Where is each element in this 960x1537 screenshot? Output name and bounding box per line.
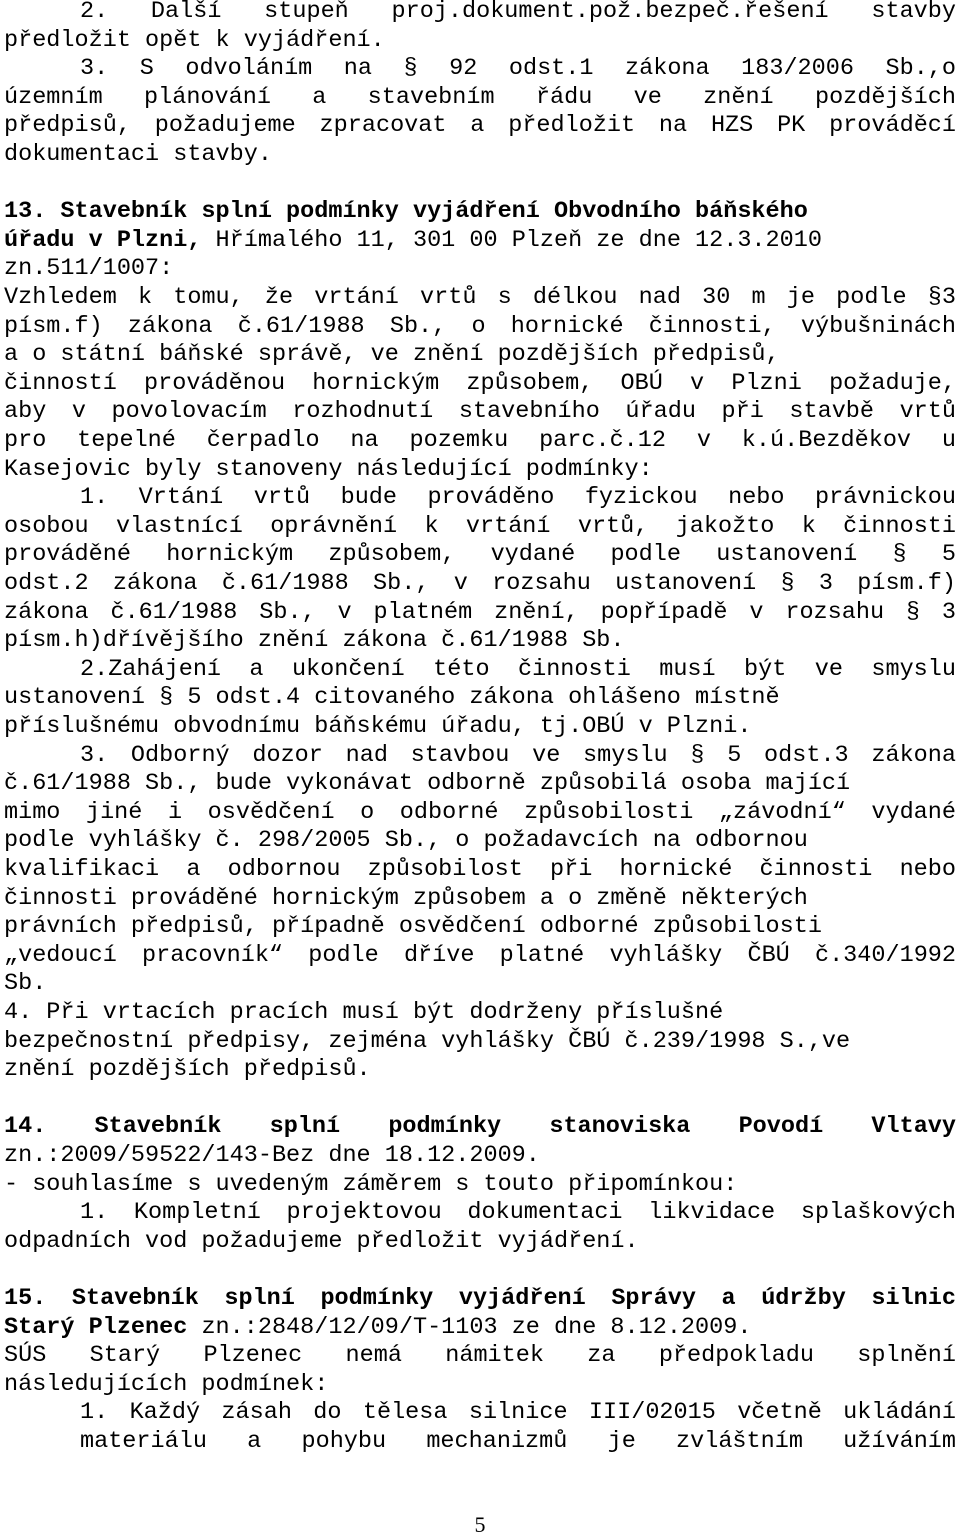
bold-text-segment: Starý Plzenec: [4, 1313, 188, 1341]
text-line: [4, 855, 956, 884]
text-segment: zákona č.61/1988 Sb., v platném znění, popřípadě v rozsahu § 3: [4, 598, 956, 626]
bold-text-segment: 14. Stavebník splní podmínky stanoviska Povodí Vltavy: [4, 1113, 956, 1141]
text-line: [4, 340, 780, 369]
text-segment: dokumentaci stavby.: [4, 141, 272, 168]
text-line: [4, 1398, 956, 1427]
text-line: [4, 369, 956, 398]
text-line: [4, 912, 822, 941]
text-line: [4, 0, 956, 26]
text-line: [4, 483, 956, 512]
text-segment: zn.:2848/12/09/T-1103 ze dne 8.12.2009.: [187, 1313, 752, 1341]
text-segment: 1. Každý zásah do tělesa silnice III/02015 včetně ukládání: [80, 1399, 956, 1427]
text-segment: územním plánování a stavebním řádu ve znění pozdějších: [4, 83, 956, 111]
text-segment: zn.511/1007:: [4, 255, 174, 283]
text-line: [4, 226, 822, 255]
text-line: [4, 941, 956, 970]
text-line: [4, 998, 723, 1027]
text-line: [4, 197, 808, 226]
text-segment: „vedoucí pracovník“ podle dříve platné vyhlášky ČBÚ č.340/1992: [4, 941, 956, 969]
text-line: [4, 769, 850, 798]
text-line: [4, 969, 46, 998]
text-segment: činnosti prováděné hornickým způsobem a o změně některých: [4, 884, 808, 912]
text-line: [4, 1170, 737, 1199]
text-segment: kvalifikaci a odbornou způsobilost při hornické činnosti nebo: [4, 856, 956, 883]
bold-text-segment: 15. Stavebník splní podmínky vyjádření Správy a údržby silnic: [4, 1285, 956, 1312]
text-line: [4, 1227, 639, 1256]
text-segment: 1. Kompletní projektovou dokumentaci likvidace splaškových: [80, 1199, 956, 1227]
text-segment: znění pozdějších předpisů.: [4, 1056, 371, 1084]
text-line: [4, 741, 956, 770]
text-line: [4, 312, 956, 341]
text-segment: Vzhledem k tomu, že vrtání vrtů s délkou nad 30 m je podle §3: [4, 284, 956, 311]
text-segment: zn.:2009/59522/143-Bez dne 18.12.2009.: [4, 1142, 540, 1169]
text-line: [4, 683, 780, 712]
text-segment: aby v povolovacím rozhodnutí stavebního úřadu při stavbě vrtů: [4, 398, 956, 426]
text-segment: 4. Při vrtacích pracích musí být dodrženy příslušné: [4, 999, 724, 1026]
text-segment: bezpečnostní předpisy, zejména vyhlášky ČBÚ č.239/1998 S.,ve: [4, 1027, 851, 1055]
bold-text-segment: úřadu v Plzni,: [4, 226, 202, 254]
text-segment: a o státní báňské správě, ve znění pozdějších předpisů,: [4, 341, 780, 369]
text-line: [4, 1055, 371, 1084]
text-line: [4, 1284, 956, 1313]
text-line: [4, 798, 956, 827]
text-line: [4, 540, 956, 569]
text-line: [4, 1027, 850, 1056]
text-segment: odst.2 zákona č.61/1988 Sb., v rozsahu ustanovení § 3 písm.f): [4, 570, 956, 597]
text-segment: právních předpisů, případně osvědčení odborné způsobilosti: [4, 913, 822, 941]
text-line: [4, 1370, 328, 1399]
text-segment: písm.f) zákona č.61/1988 Sb., o hornické činnosti, výbušninách: [4, 312, 956, 340]
text-segment: pro tepelné čerpadlo na pozemku parc.č.12 v k.ú.Bezděkov u: [4, 427, 956, 454]
text-segment: Hřímalého 11, 301 00 Plzeň ze dne 12.3.2010: [201, 226, 822, 254]
text-line: [4, 712, 751, 741]
text-segment: č.61/1988 Sb., bude vykonávat odborně způsobilá osoba mající: [4, 770, 851, 798]
text-segment: 3. S odvoláním na § 92 odst.1 zákona 183/2006 Sb.,o: [80, 55, 956, 83]
text-line: [4, 655, 956, 684]
text-line: [4, 626, 625, 655]
text-line: [4, 83, 956, 112]
text-line: [4, 1198, 956, 1227]
text-segment: osobou vlastnící oprávnění k vrtání vrtů, jakožto k činnosti: [4, 512, 956, 540]
text-line: [4, 884, 808, 913]
text-segment: mimo jiné i osvědčení o odborné způsobilosti „závodní“ vydané: [4, 798, 956, 826]
text-segment: Kasejovic byly stanoveny následující podmínky:: [4, 455, 653, 483]
text-line: [4, 455, 653, 484]
text-line: [4, 140, 272, 169]
text-segment: - souhlasíme s uvedeným záměrem s touto připomínkou:: [4, 1170, 738, 1198]
text-segment: ustanovení § 5 odst.4 citovaného zákona ohlášeno místně: [4, 684, 780, 712]
text-segment: materiálu a pohybu mechanizmů je zvláštním užíváním: [80, 1428, 956, 1455]
text-segment: podle vyhlášky č. 298/2005 Sb., o požadavcích na odbornou: [4, 827, 808, 855]
text-line: [4, 1341, 956, 1370]
text-line: [4, 1141, 540, 1170]
text-segment: odpadních vod požadujeme předložit vyjádření.: [4, 1227, 639, 1255]
text-line: [4, 26, 385, 55]
text-segment: následujících podmínek:: [4, 1370, 329, 1398]
text-segment: 3. Odborný dozor nad stavbou ve smyslu § 5 odst.3 zákona: [80, 741, 956, 769]
text-segment: příslušnému obvodnímu báňskému úřadu, tj.OBÚ v Plzni.: [4, 713, 752, 740]
text-segment: 2. Další stupeň proj.dokument.pož.bezpeč.řešení stavby: [80, 0, 956, 25]
text-line: [4, 512, 956, 541]
text-segment: předpisů, požadujeme zpracovat a předložit na HZS PK prováděcí: [4, 112, 956, 140]
text-line: [4, 54, 956, 83]
text-line: [4, 1427, 956, 1456]
text-line: [4, 1313, 751, 1342]
text-line: [4, 569, 956, 598]
text-segment: písm.h)dřívějšího znění zákona č.61/1988 Sb.: [4, 627, 625, 655]
text-segment: 1. Vrtání vrtů bude prováděno fyzickou nebo právnickou: [80, 484, 956, 512]
text-segment: činností prováděnou hornickým způsobem, OBÚ v Plzni požaduje,: [4, 369, 956, 397]
text-segment: Sb.: [4, 970, 47, 998]
text-segment: předložit opět k vyjádření.: [4, 26, 385, 54]
text-segment: 2.Zahájení a ukončení této činnosti musí být ve smyslu: [80, 655, 956, 683]
page-number: 5: [474, 1512, 486, 1537]
bold-text-segment: 13. Stavebník splní podmínky vyjádření Obvodního báňského: [4, 198, 808, 226]
text-line: [4, 283, 956, 312]
text-line: [4, 254, 173, 283]
text-line: [4, 111, 956, 140]
text-line: [4, 397, 956, 426]
text-segment: SÚS Starý Plzenec nemá námitek za předpokladu splnění: [4, 1342, 956, 1370]
text-line: [4, 598, 956, 627]
text-line: [4, 1112, 956, 1141]
text-line: [4, 426, 956, 455]
text-segment: prováděné hornickým způsobem, vydané podle ustanovení § 5: [4, 541, 956, 569]
text-line: [4, 826, 808, 855]
